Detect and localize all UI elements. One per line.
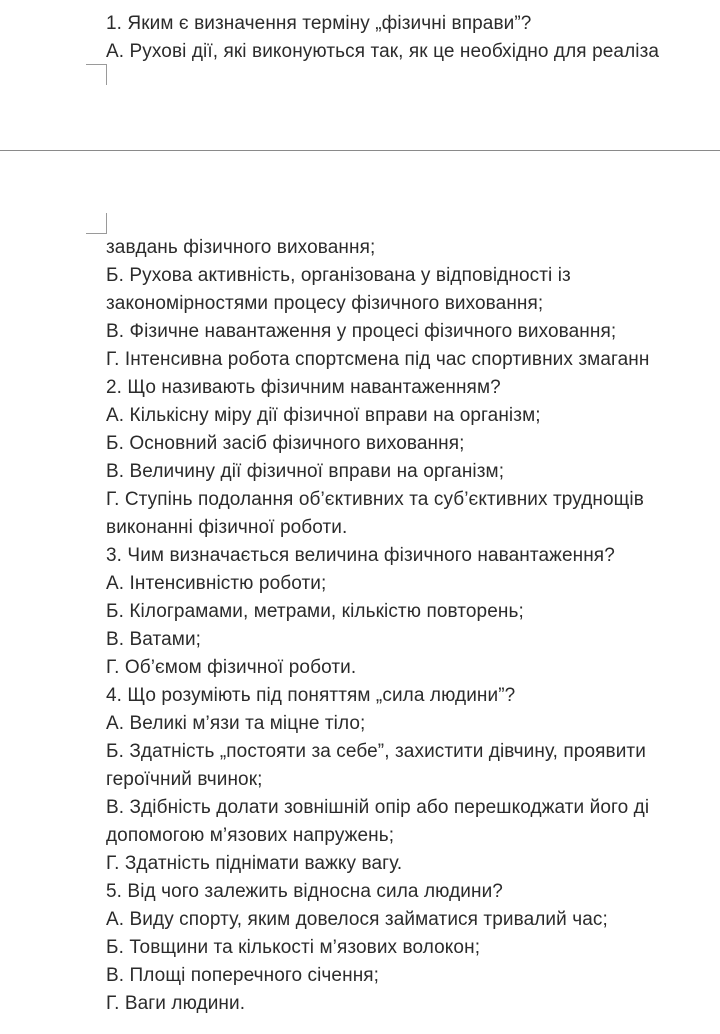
answer-line: А. Виду спорту, яким довелося займатися тривалий час; [106,909,608,930]
margin-corner-mark [86,64,107,85]
answer-line: Г. Об’ємом фізичної роботи. [106,657,357,678]
answer-line: В. Ватами; [106,629,202,650]
answer-line: Б. Здатність „постояти за себе”, захистити дівчину, проявити [106,741,646,762]
answer-line: А. Великі м’язи та міцне тіло; [106,713,366,734]
answer-line: В. Величину дії фізичної вправи на організм; [106,461,505,482]
text-line: виконанні фізичної роботи. [106,517,348,538]
answer-line: В. Площі поперечного січення; [106,965,380,986]
answer-line: Г. Здатність піднімати важку вагу. [106,853,403,874]
answer-line: Б. Товщини та кількості м’язових волокон; [106,937,481,958]
answer-line: Г. Ваги людини. [106,993,246,1014]
question-2-text: 2. Що називають фізичним навантаженням? [106,377,501,398]
text-line: закономірностями процесу фізичного виховання; [106,293,544,314]
margin-corner-mark [86,213,107,234]
question-3-text: 3. Чим визначається величина фізичного навантаження? [106,545,615,566]
answer-line: А. Інтенсивністю роботи; [106,573,327,594]
answer-line: А. Кількісну міру дії фізичної вправи на організм; [106,405,541,426]
question-5-text: 5. Від чого залежить відносна сила людини? [106,881,503,902]
answer-line: В. Здібність долати зовнішній опір або перешкоджати його ді [106,797,650,818]
answer-line: В. Фізичне навантаження у процесі фізичного виховання; [106,321,617,342]
text-line: допомогою м’язових напружень; [106,825,395,846]
text-line: героїчний вчинок; [106,769,263,790]
page-top-section [0,0,720,150]
answer-line: Б. Основний засіб фізичного виховання; [106,433,465,454]
answer-line: А. Рухові дії, які виконуються так, як це необхідно для реаліза [106,41,660,62]
text-line: завдань фізичного виховання; [106,237,376,258]
answer-line: Б. Кілограмами, метрами, кількістю повторень; [106,601,524,622]
answer-line: Б. Рухова активність, організована у відповідності із [106,265,571,286]
answer-line: Г. Інтенсивна робота спортсмена під час спортивних змаганн [106,349,650,370]
question-1-text: 1. Яким є визначення терміну „фізичні вправи”? [106,13,532,34]
answer-line: Г. Ступінь подолання об’єктивних та суб’єктивних труднощів [106,489,644,510]
page-bottom-section [0,151,720,1034]
question-4-text: 4. Що розуміють під поняттям „сила людини”? [106,685,516,706]
